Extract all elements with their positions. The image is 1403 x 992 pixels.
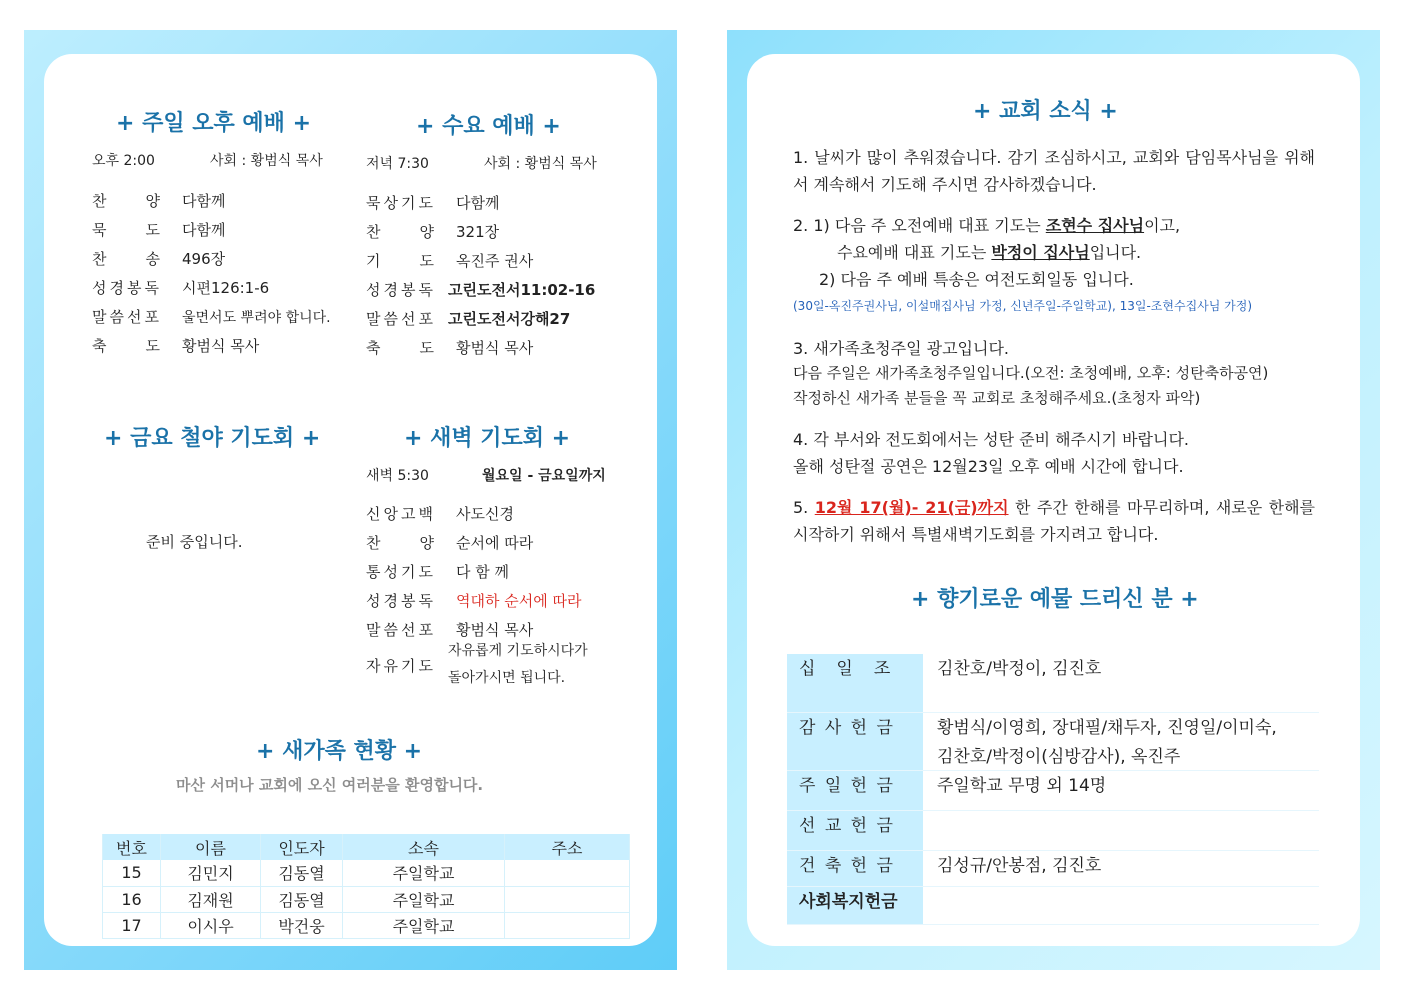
dawn-prayer-time: 새벽 5:30 <box>366 468 429 484</box>
offering-category: 주 일 헌 금 <box>787 770 923 810</box>
wednesday-order-item-value: 다함께 <box>456 194 500 212</box>
offering-donors <box>923 886 1319 924</box>
offering-donors <box>923 850 1319 886</box>
sunday-order-item-label: 축 도 <box>92 337 163 355</box>
wednesday-order-item-label: 기 도 <box>366 252 437 270</box>
right-page-frame <box>727 30 1380 970</box>
news-item-3-line-2: 다음 주일은 새가족초청주일입니다.(오전: 초청예배, 오후: 성탄축하공연) <box>793 364 1269 382</box>
news-item-3 <box>793 336 1315 411</box>
news-item-1 <box>793 144 1315 198</box>
sunday-order-item-label: 묵 도 <box>92 221 163 239</box>
offering-donors <box>923 770 1319 810</box>
offering-donors-line-1: 김성규/안봉점, 김진호 <box>937 855 1102 876</box>
offering-row <box>787 654 1319 712</box>
wednesday-service-title: + 수요 예배 + <box>416 114 561 139</box>
new-family-table <box>102 834 630 939</box>
wednesday-order-item-value: 321장 <box>456 223 500 241</box>
news-5-number: 5. <box>793 498 815 517</box>
dawn-order-item-value: 사도신경 <box>456 505 514 523</box>
news-5-text: 한 주간 한해를 마무리하며, 새로운 한해를 시작하기 위해서 특별새벽기도회를 가지려고 합니다. <box>793 498 1316 544</box>
sunday-order-item-value: 다함께 <box>182 221 226 239</box>
table-cell: 주일학교 <box>343 912 505 938</box>
offering-category: 건 축 헌 금 <box>787 850 923 886</box>
offering-title: + 향기로운 예물 드리신 분 + <box>911 587 1199 612</box>
sunday-order-item-value: 다함께 <box>182 192 226 210</box>
news-2b-text-end: 입니다. <box>1089 243 1142 262</box>
offering-table <box>787 654 1319 925</box>
col-header-affiliation: 소속 <box>343 834 505 860</box>
prayer-leader-wednesday: 박정이 집사님 <box>991 243 1090 262</box>
wednesday-order-item-value: 고린도전서11:02-16 <box>448 281 596 299</box>
sunday-order-row <box>92 306 331 327</box>
table-cell: 김재원 <box>161 886 261 912</box>
col-header-number: 번호 <box>103 834 161 860</box>
news-item-5-text <box>793 494 1315 548</box>
news-item-4-line-2: 올해 성탄절 공연은 12월23일 오후 예배 시간에 합니다. <box>793 457 1184 476</box>
table-cell <box>505 912 630 938</box>
table-cell: 주일학교 <box>343 860 505 886</box>
wednesday-order-item-label: 축 도 <box>366 339 437 357</box>
dawn-order-row <box>366 561 509 582</box>
offering-donors-line-1: 주일학교 무명 외 14명 <box>937 775 1107 796</box>
offering-row <box>787 770 1319 810</box>
offering-donors <box>923 810 1319 850</box>
wednesday-service-time: 저녁 7:30 <box>366 156 429 172</box>
news-item-2-line-2 <box>793 239 1315 266</box>
wednesday-order-item-value: 황범식 목사 <box>456 339 534 357</box>
sunday-order-item-value: 496장 <box>182 250 226 268</box>
table-row <box>103 886 630 912</box>
wednesday-order-row <box>366 192 499 213</box>
sunday-order-item-label: 말씀선포 <box>92 308 162 326</box>
wednesday-service-host: 사회 : 황범식 목사 <box>484 156 597 172</box>
dawn-order-item-value <box>448 638 588 692</box>
sunday-order-row <box>92 190 225 211</box>
table-cell: 15 <box>103 860 161 886</box>
offering-donors-line-1: 황범식/이영희, 장대필/채두자, 진영일/이미숙, <box>937 717 1277 738</box>
wednesday-order-item-label: 묵상기도 <box>366 194 436 212</box>
news-item-2 <box>793 212 1315 320</box>
offering-row <box>787 712 1319 770</box>
dawn-order-item-label: 신앙고백 <box>366 505 436 523</box>
friday-prayer-status: 준비 중입니다. <box>146 533 243 551</box>
left-page-frame <box>24 30 677 970</box>
table-cell: 김동열 <box>261 860 343 886</box>
friday-prayer-title: + 금요 철야 기도회 + <box>104 426 321 451</box>
table-cell: 김민지 <box>161 860 261 886</box>
dawn-prayer-title: + 새벽 기도회 + <box>404 426 571 451</box>
table-cell: 박건웅 <box>261 912 343 938</box>
new-family-header-row <box>103 834 630 860</box>
table-cell <box>505 886 630 912</box>
dawn-free-prayer-line-2: 돌아가시면 됩니다. <box>448 670 566 686</box>
wednesday-order-item-label: 성경봉독 <box>366 281 436 299</box>
table-cell: 16 <box>103 886 161 912</box>
news-item-4-line-1: 4. 각 부서와 전도회에서는 성탄 준비 해주시기 바랍니다. <box>793 430 1189 449</box>
wednesday-order-item-value: 고린도전서강해27 <box>448 310 571 328</box>
table-row <box>103 912 630 938</box>
sunday-service-title: + 주일 오후 예배 + <box>116 111 312 136</box>
col-header-address: 주소 <box>505 834 630 860</box>
offering-category: 감 사 헌 금 <box>787 712 923 770</box>
dawn-order-item-label: 말씀선포 <box>366 621 436 639</box>
dawn-free-prayer-line-1: 자유롭게 기도하시다가 <box>448 643 588 659</box>
sunday-order-item-value: 울면서도 뿌려야 합니다. <box>182 310 331 326</box>
dawn-order-row <box>366 619 533 640</box>
news-item-2-note: (30일-옥진주권사님, 이설매집사님 가정, 신년주일-주일학교), 13일-조현수집사님 가정) <box>793 299 1253 313</box>
left-page-card <box>44 54 657 946</box>
wednesday-order-row <box>366 250 533 271</box>
offering-donors <box>923 712 1319 770</box>
wednesday-order-row <box>366 337 533 358</box>
offering-category: 선 교 헌 금 <box>787 810 923 850</box>
wednesday-order-item-label: 찬 양 <box>366 223 437 241</box>
table-row <box>103 860 630 886</box>
dawn-order-item-value: 황범식 목사 <box>456 621 534 639</box>
dawn-order-item-label: 성경봉독 <box>366 592 436 610</box>
sunday-order-row <box>92 277 269 298</box>
offering-row <box>787 810 1319 850</box>
sunday-order-item-label: 찬 송 <box>92 250 163 268</box>
dawn-prayer-dates: 12월 17(월)- 21(금)까지 <box>814 498 1009 517</box>
dawn-order-row <box>366 532 533 553</box>
sunday-order-item-label: 찬 양 <box>92 192 163 210</box>
wednesday-order-row <box>366 279 595 300</box>
offering-category: 십 일 조 <box>787 654 923 712</box>
news-item-1-text: 1. 날씨가 많이 추워졌습니다. 감기 조심하시고, 교회와 담임목사님을 위해서 계속해서 기도해 주시면 감사하겠습니다. <box>793 148 1315 194</box>
offering-donors-line-1: 김찬호/박정이, 김진호 <box>937 659 1102 679</box>
wednesday-order-row <box>366 308 570 329</box>
col-header-name: 이름 <box>161 834 261 860</box>
new-family-title: + 새가족 현황 + <box>256 739 423 764</box>
news-item-5 <box>793 494 1315 548</box>
table-cell <box>505 860 630 886</box>
wednesday-order-item-value: 옥진주 권사 <box>456 252 534 270</box>
dawn-order-row <box>366 590 581 611</box>
news-2-text: 2. 1) 다음 주 오전예배 대표 기도는 <box>793 216 1046 235</box>
wednesday-order-row <box>366 221 499 242</box>
offering-row <box>787 850 1319 886</box>
offering-row <box>787 886 1319 924</box>
dawn-prayer-days: 월요일 - 금요일까지 <box>482 468 606 484</box>
table-cell: 주일학교 <box>343 886 505 912</box>
new-family-welcome: 마산 서머나 교회에 오신 여러분을 환영합니다. <box>176 776 484 794</box>
news-item-2-line-3: 2) 다음 주 예배 특송은 여전도회일동 입니다. <box>819 270 1134 289</box>
offering-donors-line-2: 김찬호/박정이(심방감사), 옥진주 <box>937 746 1181 767</box>
news-item-4 <box>793 426 1315 480</box>
sunday-order-item-value: 황범식 목사 <box>182 337 260 355</box>
sunday-order-row <box>92 335 259 356</box>
dawn-order-item-label: 통성기도 <box>366 563 436 581</box>
dawn-order-item-value: 역대하 순서에 따라 <box>456 592 582 610</box>
sunday-order-row <box>92 219 225 240</box>
dawn-order-row <box>366 638 588 692</box>
col-header-guide: 인도자 <box>261 834 343 860</box>
news-item-3-line-1: 3. 새가족초청주일 광고입니다. <box>793 339 1009 358</box>
offering-donors <box>923 654 1319 712</box>
dawn-order-item-value: 순서에 따라 <box>456 534 534 552</box>
sunday-order-row <box>92 248 225 269</box>
sunday-order-item-label: 성경봉독 <box>92 279 162 297</box>
dawn-order-row <box>366 503 514 524</box>
news-item-3-line-3: 작정하신 새가족 분들을 꼭 교회로 초청해주세요.(초청자 파악) <box>793 389 1201 407</box>
sunday-order-item-value: 시편126:1-6 <box>182 279 270 297</box>
sunday-service-time: 오후 2:00 <box>92 153 155 169</box>
table-cell: 이시우 <box>161 912 261 938</box>
table-cell: 17 <box>103 912 161 938</box>
dawn-order-item-label: 자유기도 <box>366 656 436 675</box>
offering-category: 사회복지헌금 <box>787 886 923 924</box>
right-page-card <box>747 54 1360 946</box>
news-2-text-end: 이고, <box>1144 216 1181 235</box>
sunday-service-host: 사회 : 황범식 목사 <box>210 153 323 169</box>
church-news-title: + 교회 소식 + <box>973 99 1118 124</box>
prayer-leader-morning: 조현수 집사님 <box>1045 216 1145 235</box>
table-cell: 김동열 <box>261 886 343 912</box>
dawn-order-item-label: 찬 양 <box>366 534 437 552</box>
news-2b-text: 수요예배 대표 기도는 <box>837 243 992 262</box>
dawn-order-item-value: 다 함 께 <box>456 563 510 581</box>
news-item-2-line-1 <box>793 212 1315 239</box>
wednesday-order-item-label: 말씀선포 <box>366 310 436 328</box>
